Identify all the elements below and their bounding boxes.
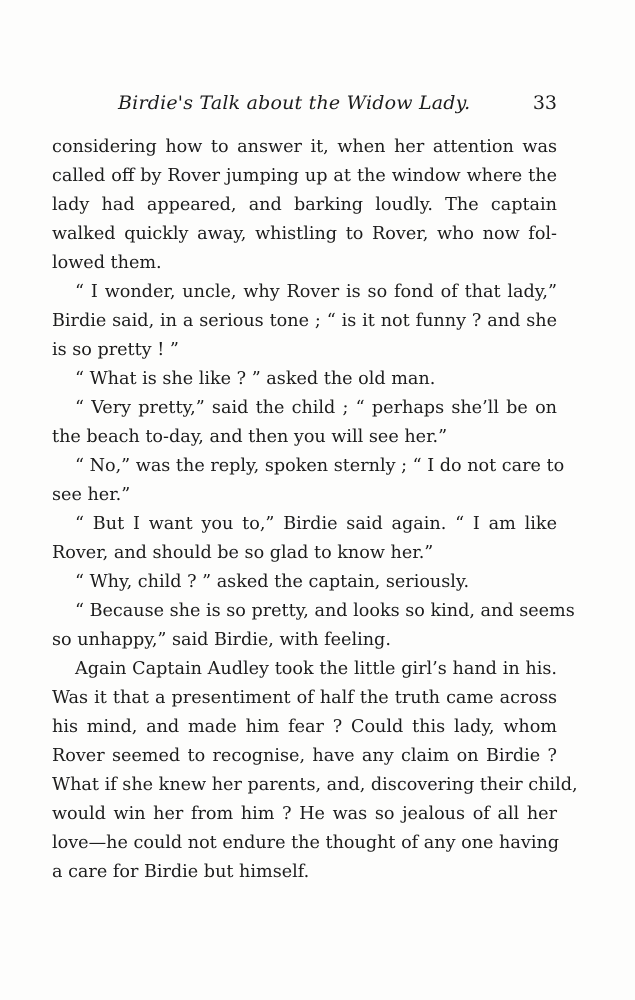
text-line: “ But I want you to,” Birdie said again. “ I am like [75, 514, 557, 534]
text-line: Was it that a presentiment of half the truth came across [52, 688, 557, 708]
text-line: lowed them. [52, 253, 162, 273]
text-line: lady had appeared, and barking loudly. The captain [52, 195, 557, 215]
running-head [0, 92, 635, 122]
body-text [52, 133, 578, 887]
text-line: What if she knew her parents, and, discovering their child, [52, 775, 578, 795]
text-line: see her.” [52, 485, 131, 505]
text-line: “ No,” was the reply, spoken sternly ; “ I do not care to [75, 456, 565, 476]
text-line: is so pretty ! ” [52, 340, 179, 360]
text-line: Rover seemed to recognise, have any claim on Birdie ? [52, 746, 557, 766]
running-title: Birdie's Talk about the Widow Lady. [118, 92, 471, 114]
text-line: “ Why, child ? ” asked the captain, seriously. [75, 572, 470, 592]
text-line: Birdie said, in a serious tone ; “ is it not funny ? and she [52, 311, 557, 331]
text-line: considering how to answer it, when her attention was [52, 137, 557, 157]
text-line: love—he could not endure the thought of any one having [52, 833, 560, 853]
text-line: walked quickly away, whistling to Rover, who now fol- [52, 224, 557, 244]
text-line: a care for Birdie but himself. [52, 862, 310, 882]
text-line: Again Captain Audley took the little girl’s hand in his. [75, 659, 557, 679]
text-line: his mind, and made him fear ? Could this lady, whom [52, 717, 557, 737]
text-line: “ I wonder, uncle, why Rover is so fond of that lady,” [75, 282, 557, 302]
text-line: Rover, and should be so glad to know her.” [52, 543, 434, 563]
text-line: so unhappy,” said Birdie, with feeling. [52, 630, 391, 650]
text-line: would win her from him ? He was so jealous of all her [52, 804, 557, 824]
text-line: “ What is she like ? ” asked the old man. [75, 369, 436, 389]
page-number: 33 [532, 92, 557, 114]
text-line: “ Very pretty,” said the child ; “ perhaps she’ll be on [75, 398, 557, 418]
text-line: called off by Rover jumping up at the window where the [52, 166, 557, 186]
text-line: “ Because she is so pretty, and looks so kind, and seems [75, 601, 575, 621]
text-line: the beach to-day, and then you will see her.” [52, 427, 448, 447]
